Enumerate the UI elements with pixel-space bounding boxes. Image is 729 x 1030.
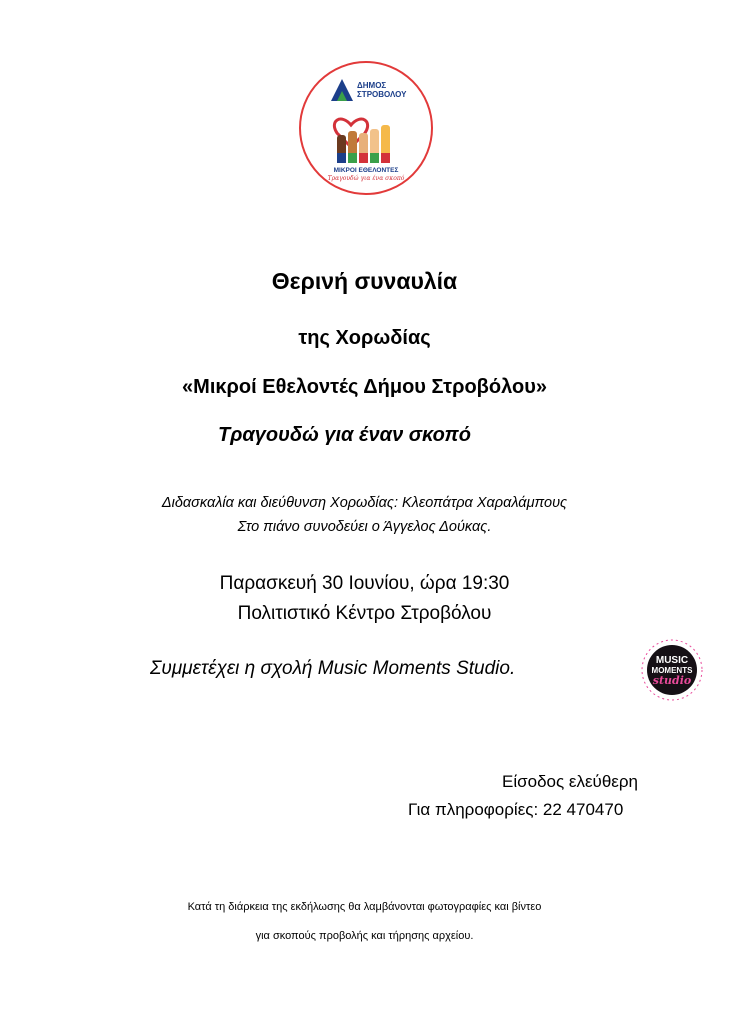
entry-info: Είσοδος ελεύθερη (502, 772, 639, 791)
event-subtitle-line2: «Μικροί Εθελοντές Δήμου Στροβόλου» (182, 376, 547, 398)
badge-line1: MUSIC (655, 655, 689, 666)
logo-group-motto: Τραγουδώ για ένα σκοπό (327, 175, 405, 182)
footer-note-line1: Κατά τη διάρκεια της εκδήλωσης θα λαμβάνονται φωτογραφίες και βίντεο (187, 901, 542, 913)
municipality-logo (299, 61, 433, 195)
event-title: Θερινή συναυλία (271, 268, 458, 294)
credit-line1: Διδασκαλία και διεύθυνση Χορωδίας: Κλεοπάτρα Χαραλάμπους (161, 495, 568, 511)
contact-info: Για πληροφορίες: 22 470470 (408, 800, 624, 819)
event-date-time: Παρασκευή 30 Ιουνίου, ώρα 19:30 (219, 573, 510, 594)
logo-group-name: ΜΙΚΡΟΙ ΕΘΕΛΟΝΤΕΣ (333, 167, 399, 174)
event-slogan: Τραγουδώ για έναν σκοπό (218, 424, 471, 446)
event-venue: Πολιτιστικό Κέντρο Στροβόλου (237, 603, 492, 624)
credit-line2: Στο πιάνο συνοδεύει ο Άγγελος Δούκας. (237, 519, 492, 535)
logo-municipality-line1: ΔΗΜΟΣ (357, 81, 387, 90)
music-moments-logo (638, 636, 706, 704)
footer-note-line2: για σκοπούς προβολής και τήρησης αρχείου. (255, 930, 474, 942)
badge-inner (647, 645, 697, 695)
logo-municipality-line2: ΣΤΡΟΒΟΛΟΥ (357, 90, 407, 99)
participation-note: Συμμετέχει η σχολή Music Moments Studio. (150, 658, 516, 679)
event-subtitle-line1: της Χορωδίας (298, 327, 431, 349)
badge-line3: studio (652, 674, 692, 687)
badge-line2: MOMENTS (651, 666, 693, 675)
